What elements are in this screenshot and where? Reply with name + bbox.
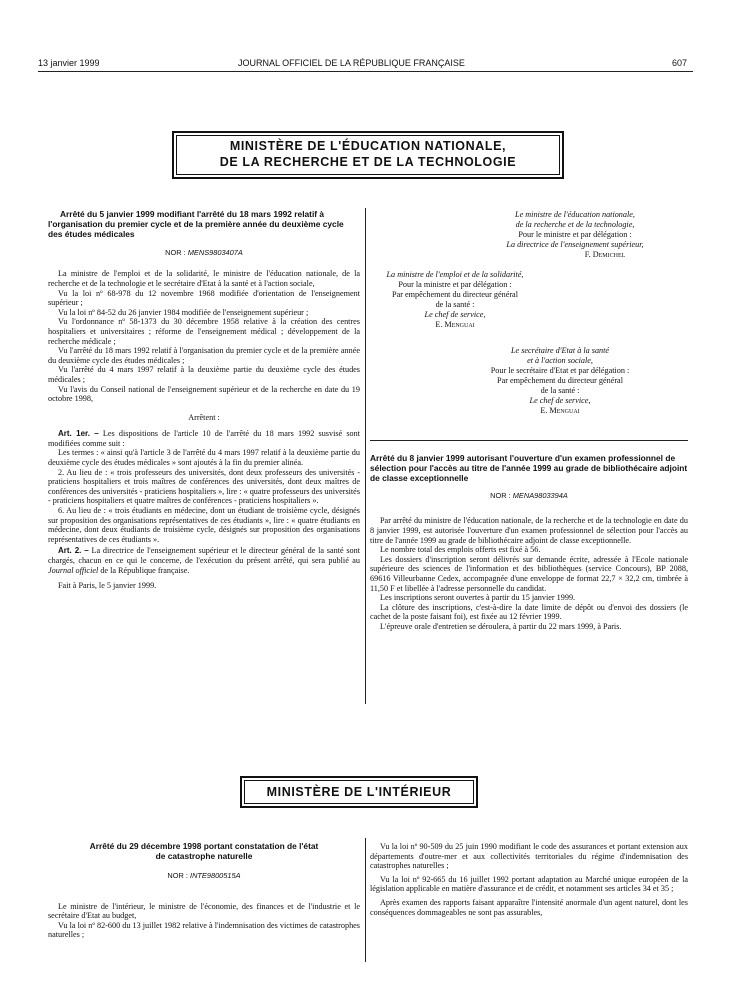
section-rule <box>370 440 688 441</box>
arretent-heading: Arrêtent : <box>188 412 220 422</box>
article-2-paragraph <box>48 546 360 575</box>
paragraph: Par arrêté du ministre de l'éducation nationale, de la recherche et de la technologie en date du 8 janvier 1999, est autorisée l'ouverture d'un examen professionnel de sélection pour l'accès au titre de l'année 1999 au grade de bibliothécaire adjoint de classe exceptionnelle. <box>370 516 688 545</box>
column-divider <box>365 208 366 704</box>
signature-delegation: de la santé : <box>540 386 580 395</box>
ministry-title-line1: MINISTÈRE DE L'ÉDUCATION NATIONALE, <box>229 139 507 153</box>
ministry-title-line2: DE LA RECHERCHE ET DE LA TECHNOLOGIE <box>219 155 517 169</box>
signature-delegation: de la santé : <box>435 300 475 309</box>
paragraph: 6. Au lieu de : « trois étudiants en médecine, dont un étudiant de troisième cycle, désignés sur proposition des organisations représentatives de ces étudiants », lire : « quatre étudiants en médecine, dont deux étudiants de troisième cycle, désignés sur proposition des organisations représentatives de ces étudiants ». <box>48 506 360 544</box>
article-1-paragraph <box>48 429 360 448</box>
ministry-title-line1: MINISTÈRE DE L'INTÉRIEUR <box>266 785 452 799</box>
article-label: Art. 2. – <box>58 546 89 556</box>
nor-code: MENS9803407A <box>187 248 243 258</box>
signature-delegation: Pour le secrétaire d'Etat et par délégation : <box>490 366 630 375</box>
article-title: Arrêté du 8 janvier 1999 autorisant l'ouverture d'un examen professionnel de sélection pour l'accès au titre de l'année 1999 au grade de bibliothécaire adjoint de classe exceptionnelle <box>370 453 688 483</box>
article-text: La directrice de l'enseignement supérieur et le directeur général de la santé sont chargés, chacun en ce qui le concerne, de l'exécution du présent arrêté, qui sera publié au <box>48 546 361 566</box>
article-title: Arrêté du 5 janvier 1999 modifiant l'arrêté du 18 mars 1992 relatif à l'organisation du premier cycle et de la première année du deuxième cycle des études médicales <box>48 209 344 239</box>
paragraph: Vu la loi nº 82-600 du 13 juillet 1982 relative à l'indemnisation des victimes de catastrophes naturelles ; <box>48 920 360 940</box>
article-text: Les dispositions de l'article 10 de l'arrêté du 18 mars 1992 susvisé sont modifiées comme suit : <box>48 429 360 448</box>
nor-label: NOR : <box>167 870 188 880</box>
paragraph: Vu la loi nº 68-978 du 12 novembre 1968 modifiée d'orientation de l'enseignement supérieur ; <box>48 288 360 308</box>
paragraph: Le ministre de l'intérieur, le ministre de l'économie, des finances et de l'industrie et le secrétaire d'Etat au budget, <box>48 901 360 921</box>
article-1 <box>48 210 360 591</box>
header-journal: JOURNAL OFFICIEL DE LA RÉPUBLIQUE FRANÇAISE <box>238 58 465 68</box>
article-title: Arrêté du 29 décembre 1998 portant constatation de l'état de catastrophe naturelle <box>89 841 319 861</box>
article-text: de la République française. <box>98 565 190 575</box>
paragraph: Vu la loi nº 84-52 du 26 janvier 1984 modifiée de l'enseignement supérieur ; <box>58 307 309 317</box>
paragraph: Vu l'avis du Conseil national de l'enseignement supérieur et de la recherche en date du 19 octobre 1998, <box>48 384 360 404</box>
signature-title: La ministre de l'emploi et de la solidarité, <box>386 270 524 279</box>
column-divider <box>365 838 366 962</box>
signature-title: Le chef de service, <box>424 310 486 319</box>
article-3-continued <box>370 842 688 917</box>
paragraph: La ministre de l'emploi et de la solidarité, le ministre de l'éducation nationale, de la recherche et de la technologie et le secrétaire d'Etat à la santé et à l'action sociale, <box>48 269 360 288</box>
signature-title: et à l'action sociale, <box>527 356 593 365</box>
paragraph: Vu l'arrêté du 18 mars 1992 relatif à l'organisation du premier cycle et de la première année du deuxième cycle des études médicales ; <box>48 346 360 365</box>
paragraph: Vu l'ordonnance nº 58-1373 du 30 décembre 1958 relative à la création des centres hospitaliers et universitaires ; réforme de l'enseignement médical ; développement de la recherche médicale ; <box>48 317 360 346</box>
signature-delegation: Pour la ministre et par délégation : <box>398 280 512 289</box>
signature-title: Le chef de service, <box>529 396 591 405</box>
paragraph: Les dossiers d'inscription seront délivrés sur demande écrite, adressée à l'Ecole nationale supérieure des sciences de l'information et des bibliothèques (service Concours), BP 2088, 69616 Villeurbanne Cedex, accompagnée d'une enveloppe de format 22,7 × 32,2 cm, timbrée à 11,50 F et libellée à l'adresse personnelle du candidat. <box>370 554 688 593</box>
signature-title: de la recherche et de la technologie, <box>515 220 635 229</box>
paragraph: Les termes : « ainsi qu'à l'article 3 de l'arrêté du 4 mars 1997 relatif à la deuxième partie du deuxième cycle des études médicales » sont ajoutés à la fin du premier alinéa. <box>48 448 360 468</box>
nor-code: INTE9800515A <box>190 870 241 880</box>
nor-reference <box>48 871 360 880</box>
nor-code: MENA9803394A <box>512 491 568 501</box>
signature-block-3 <box>450 346 670 416</box>
signature-title: La directrice de l'enseignement supérieur, <box>506 240 644 249</box>
ministry-box <box>240 776 478 808</box>
header-date: 13 janvier 1999 <box>38 58 100 68</box>
done-at-line: Fait à Paris, le 5 janvier 1999. <box>58 581 157 591</box>
article-label: Art. 1er. – <box>58 429 99 439</box>
signatory-name: E. Menguai <box>540 406 580 415</box>
paragraph: Vu la loi nº 92-665 du 16 juillet 1992 portant adaptation au Marché unique européen de la législation applicable en matière d'assurance et de crédit, et notamment ses articles 34 et 35 ; <box>370 874 688 894</box>
nor-reference <box>48 248 360 257</box>
paragraph: Vu la loi nº 90-509 du 25 juin 1990 modifiant le code des assurances et portant extension aux départements d'outre-mer et aux collectivités territoriales du régime d'indemnisation des catastrophes naturelles ; <box>370 842 688 871</box>
article-2 <box>370 454 688 632</box>
signature-title: Le ministre de l'éducation nationale, <box>515 210 635 219</box>
paragraph: L'épreuve orale d'entretien se déroulera, à partir du 22 mars 1999, à Paris. <box>380 621 622 631</box>
signature-delegation: Par empêchement du directeur général <box>392 290 518 299</box>
ministry-box <box>172 131 564 179</box>
signature-block-1 <box>460 210 690 260</box>
article-3 <box>48 842 360 940</box>
signatory-name: F. Demichel <box>584 250 626 259</box>
paragraph: Les inscriptions seront ouvertes à partir du 15 janvier 1999. <box>380 593 576 603</box>
paragraph: Après examen des rapports faisant apparaître l'intensité anormale d'un agent naturel, dont les conséquences dommageables ne sont pas assurables, <box>370 897 688 917</box>
nor-reference <box>370 491 688 500</box>
paragraph: Vu l'arrêté du 4 mars 1997 relatif à la deuxième partie du deuxième cycle des études médicales ; <box>48 365 360 384</box>
nor-label: NOR : <box>490 491 511 501</box>
signature-title: Le secrétaire d'Etat à la santé <box>510 346 610 355</box>
paragraph: La clôture des inscriptions, c'est-à-dire la date limite de dépôt ou d'envoi des dossiers (le cachet de la poste faisant foi), est fixée au 12 février 1999. <box>370 602 688 622</box>
header-rule <box>38 71 693 72</box>
paragraph: Le nombre total des emplois offerts est fixé à 56. <box>380 545 541 555</box>
paragraph: 2. Au lieu de : « trois professeurs des universités, dont deux professeurs des universités - praticiens hospitaliers et trois maîtres de conférences des universités, dont deux maîtres de conférences des universités - praticiens hospitaliers », lire : « quatre professeurs des universités - praticiens hospitaliers et quatre maîtres de conférences - praticiens hospitaliers ». <box>48 467 360 506</box>
signature-delegation: Pour le ministre et par délégation : <box>518 230 632 239</box>
nor-label: NOR : <box>165 248 186 258</box>
header-page-number: 607 <box>672 58 688 68</box>
signature-block-2 <box>370 270 540 330</box>
journal-officiel-text: Journal officiel <box>48 565 99 575</box>
signatory-name: E. Menguai <box>435 320 475 329</box>
signature-delegation: Par empêchement du directeur général <box>497 376 623 385</box>
